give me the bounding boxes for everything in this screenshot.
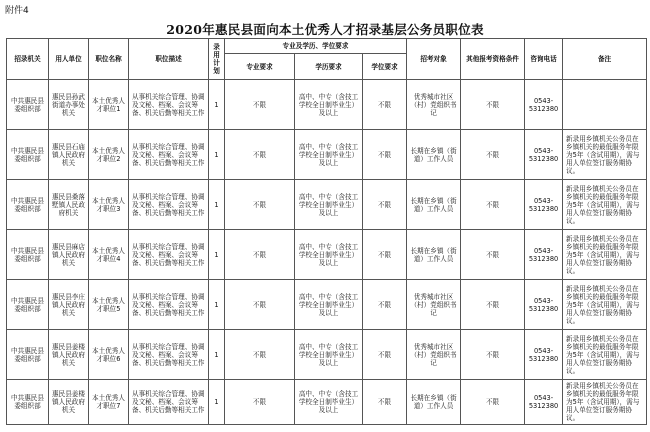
- other-cell: 不限: [461, 230, 525, 280]
- col-header-major: 专业要求: [225, 54, 295, 80]
- plan-cell: 1: [209, 330, 225, 380]
- table-row: [7, 330, 647, 380]
- position-name-cell: 本土优秀人才职位5: [89, 280, 129, 330]
- col-header-position-name: 职位名称: [89, 39, 129, 80]
- major-cell: 不限: [225, 180, 295, 230]
- position-name-cell: 本土优秀人才职位4: [89, 230, 129, 280]
- recruit-org-cell: 中共惠民县委组织部: [7, 130, 49, 180]
- phone-cell: 0543-5312380: [525, 80, 563, 130]
- position-name-cell: 本土优秀人才职位1: [89, 80, 129, 130]
- col-header-plan: 录用计划: [209, 39, 225, 80]
- position-table: [6, 38, 647, 425]
- degree-cell: 不限: [363, 230, 407, 280]
- col-header-recruit-org: 招录机关: [7, 39, 49, 80]
- employer-cell: 惠民县石庙镇人民政府机关: [49, 130, 89, 180]
- degree-cell: 不限: [363, 380, 407, 425]
- recruit-org-cell: 中共惠民县委组织部: [7, 330, 49, 380]
- education-cell: 高中、中专（含技工学校全日制毕业生）及以上: [295, 80, 363, 130]
- education-cell: 高中、中专（含技工学校全日制毕业生）及以上: [295, 380, 363, 425]
- plan-cell: 1: [209, 130, 225, 180]
- position-name-cell: 本土优秀人才职位2: [89, 130, 129, 180]
- col-header-requirements-group: 专业及学历、学位要求: [225, 39, 407, 54]
- recruit-org-cell: 中共惠民县委组织部: [7, 380, 49, 425]
- other-cell: 不限: [461, 180, 525, 230]
- degree-cell: 不限: [363, 130, 407, 180]
- phone-cell: 0543-5312380: [525, 180, 563, 230]
- other-cell: 不限: [461, 380, 525, 425]
- recruit-org-cell: 中共惠民县委组织部: [7, 80, 49, 130]
- col-header-phone: 咨询电话: [525, 39, 563, 80]
- table-row: [7, 280, 647, 330]
- phone-cell: 0543-5312380: [525, 230, 563, 280]
- col-header-other: 其他报考资格条件: [461, 39, 525, 80]
- attachment-label: 附件4: [5, 6, 29, 16]
- major-cell: 不限: [225, 230, 295, 280]
- other-cell: 不限: [461, 280, 525, 330]
- degree-cell: 不限: [363, 280, 407, 330]
- education-cell: 高中、中专（含技工学校全日制毕业生）及以上: [295, 280, 363, 330]
- position-name-cell: 本土优秀人才职位3: [89, 180, 129, 230]
- other-cell: 不限: [461, 330, 525, 380]
- plan-cell: 1: [209, 230, 225, 280]
- degree-cell: 不限: [363, 80, 407, 130]
- position-name-cell: 本土优秀人才职位6: [89, 330, 129, 380]
- plan-cell: 1: [209, 380, 225, 425]
- employer-cell: 惠民县麻店镇人民政府机关: [49, 230, 89, 280]
- table-row: [7, 230, 647, 280]
- table-row: [7, 130, 647, 180]
- position-desc-cell: 从事机关综合管理、协调及文秘、档案、会议筹备、机关后勤等相关工作: [129, 230, 209, 280]
- target-cell: 长期在乡镇（街道）工作人员: [407, 180, 461, 230]
- employer-cell: 惠民县桑落墅镇人民政府机关: [49, 180, 89, 230]
- remark-cell: 新录用乡镇机关公务员在乡镇机关的最低服务年限为5年（含试用期），需与用人单位签订服务期协议。: [563, 280, 647, 330]
- table-body: [7, 80, 647, 425]
- education-cell: 高中、中专（含技工学校全日制毕业生）及以上: [295, 330, 363, 380]
- remark-cell: 新录用乡镇机关公务员在乡镇机关的最低服务年限为5年（含试用期），需与用人单位签订服务期协议。: [563, 230, 647, 280]
- col-header-position-desc: 职位描述: [129, 39, 209, 80]
- employer-cell: 惠民县姜楼镇人民政府机关: [49, 330, 89, 380]
- col-header-target: 招考对象: [407, 39, 461, 80]
- phone-cell: 0543-5312380: [525, 380, 563, 425]
- degree-cell: 不限: [363, 330, 407, 380]
- remark-cell: 新录用乡镇机关公务员在乡镇机关的最低服务年限为5年（含试用期），需与用人单位签订服务期协议。: [563, 330, 647, 380]
- major-cell: 不限: [225, 380, 295, 425]
- employer-cell: 惠民县李庄镇人民政府机关: [49, 280, 89, 330]
- major-cell: 不限: [225, 280, 295, 330]
- major-cell: 不限: [225, 130, 295, 180]
- target-cell: 长期在乡镇（街道）工作人员: [407, 130, 461, 180]
- header-row-1: [7, 39, 647, 54]
- position-desc-cell: 从事机关综合管理、协调及文秘、档案、会议筹备、机关后勤等相关工作: [129, 330, 209, 380]
- position-desc-cell: 从事机关综合管理、协调及文秘、档案、会议筹备、机关后勤等相关工作: [129, 180, 209, 230]
- col-header-remark: 备注: [563, 39, 647, 80]
- position-desc-cell: 从事机关综合管理、协调及文秘、档案、会议筹备、机关后勤等相关工作: [129, 280, 209, 330]
- remark-cell: 新录用乡镇机关公务员在乡镇机关的最低服务年限为5年（含试用期），需与用人单位签订服务期协议。: [563, 180, 647, 230]
- other-cell: 不限: [461, 130, 525, 180]
- target-cell: 优秀城市社区（村）党组织书记: [407, 80, 461, 130]
- col-header-degree: 学位要求: [363, 54, 407, 80]
- major-cell: 不限: [225, 80, 295, 130]
- recruit-org-cell: 中共惠民县委组织部: [7, 280, 49, 330]
- table-row: [7, 80, 647, 130]
- employer-cell: 惠民县孙武街道办事处机关: [49, 80, 89, 130]
- target-cell: 长期在乡镇（街道）工作人员: [407, 230, 461, 280]
- phone-cell: 0543-5312380: [525, 280, 563, 330]
- recruit-org-cell: 中共惠民县委组织部: [7, 230, 49, 280]
- remark-cell: [563, 80, 647, 130]
- page-title: 2020年惠民县面向本土优秀人才招录基层公务员职位表: [166, 22, 484, 37]
- major-cell: 不限: [225, 330, 295, 380]
- target-cell: 优秀城市社区（村）党组织书记: [407, 330, 461, 380]
- recruit-org-cell: 中共惠民县委组织部: [7, 180, 49, 230]
- other-cell: 不限: [461, 80, 525, 130]
- table-row: [7, 180, 647, 230]
- degree-cell: 不限: [363, 180, 407, 230]
- target-cell: 长期在乡镇（街道）工作人员: [407, 380, 461, 425]
- education-cell: 高中、中专（含技工学校全日制毕业生）及以上: [295, 230, 363, 280]
- table-row: [7, 380, 647, 425]
- employer-cell: 惠民县姜楼镇人民政府机关: [49, 380, 89, 425]
- plan-cell: 1: [209, 280, 225, 330]
- plan-cell: 1: [209, 80, 225, 130]
- position-name-cell: 本土优秀人才职位7: [89, 380, 129, 425]
- col-header-education: 学历要求: [295, 54, 363, 80]
- phone-cell: 0543-5312380: [525, 330, 563, 380]
- col-header-employer: 用人单位: [49, 39, 89, 80]
- position-desc-cell: 从事机关综合管理、协调及文秘、档案、会议筹备、机关后勤等相关工作: [129, 80, 209, 130]
- remark-cell: 新录用乡镇机关公务员在乡镇机关的最低服务年限为5年（含试用期），需与用人单位签订服务期协议。: [563, 380, 647, 425]
- plan-cell: 1: [209, 180, 225, 230]
- position-desc-cell: 从事机关综合管理、协调及文秘、档案、会议筹备、机关后勤等相关工作: [129, 380, 209, 425]
- remark-cell: 新录用乡镇机关公务员在乡镇机关的最低服务年限为5年（含试用期），需与用人单位签订服务期协议。: [563, 130, 647, 180]
- phone-cell: 0543-5312380: [525, 130, 563, 180]
- education-cell: 高中、中专（含技工学校全日制毕业生）及以上: [295, 130, 363, 180]
- target-cell: 优秀城市社区（村）党组织书记: [407, 280, 461, 330]
- education-cell: 高中、中专（含技工学校全日制毕业生）及以上: [295, 180, 363, 230]
- position-desc-cell: 从事机关综合管理、协调及文秘、档案、会议筹备、机关后勤等相关工作: [129, 130, 209, 180]
